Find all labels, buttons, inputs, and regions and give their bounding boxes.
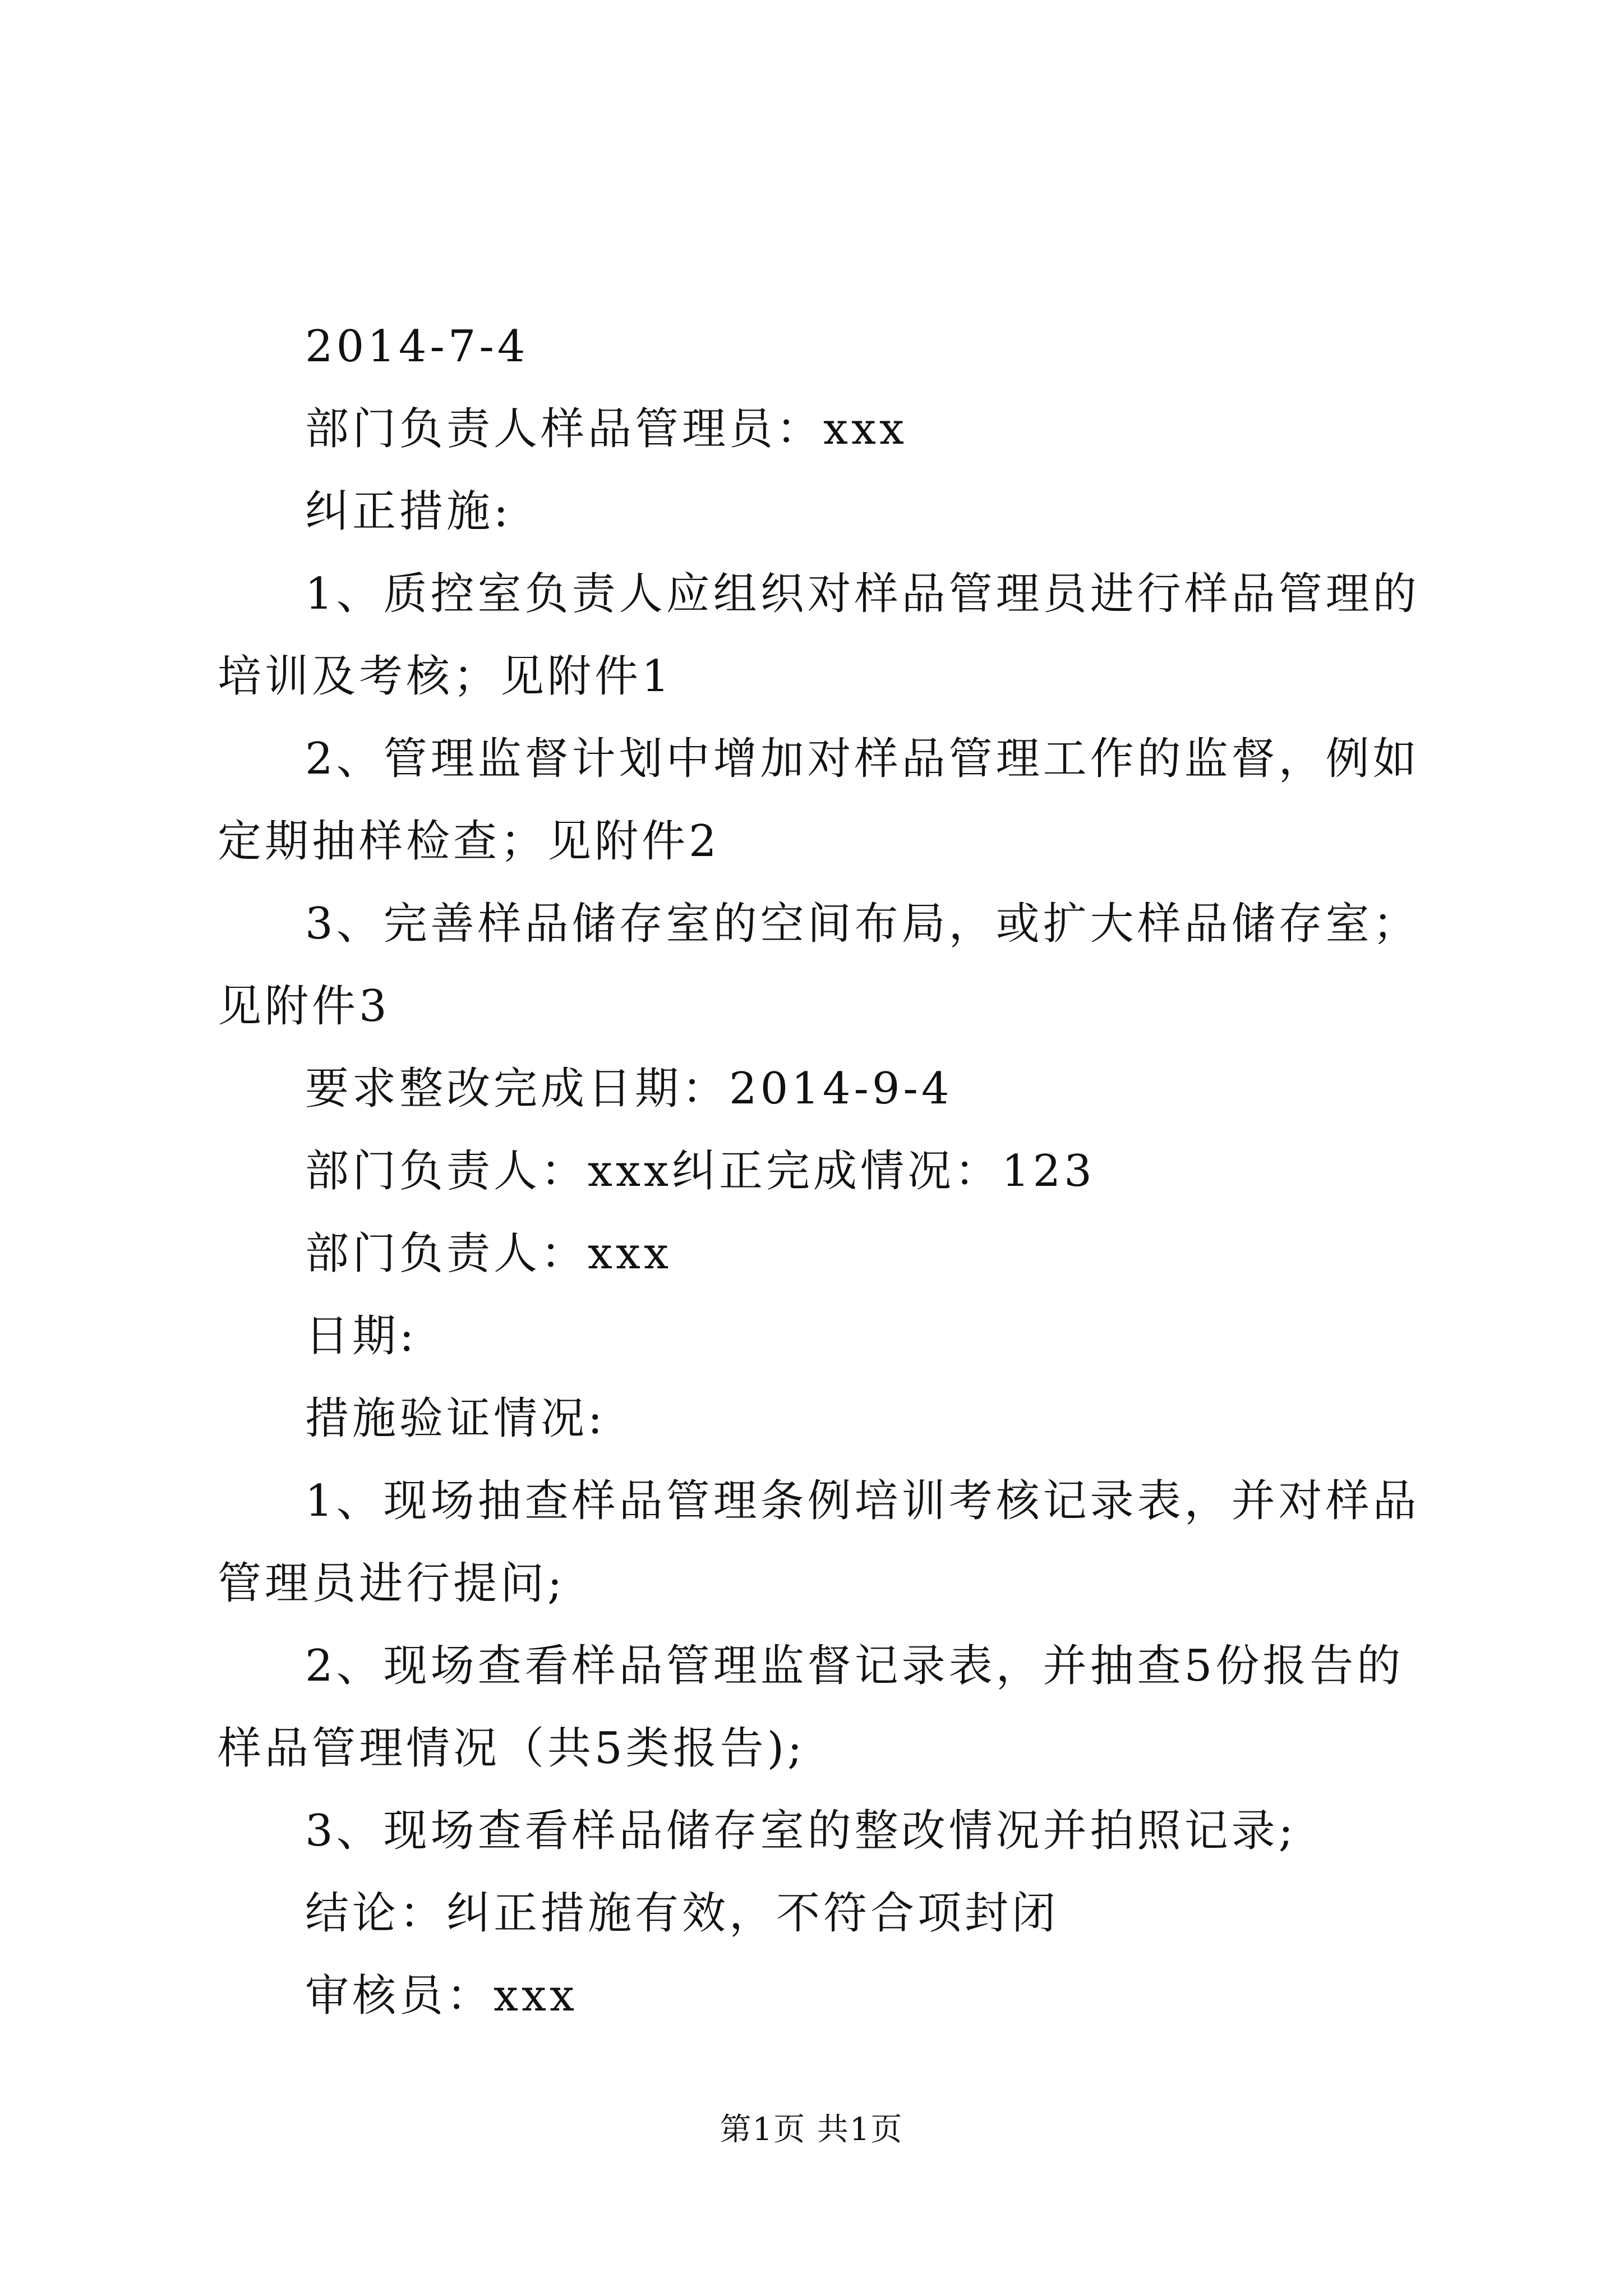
- measure-item-1: 1、质控室负责人应组织对样品管理员进行样品管理的培训及考核；见附件1: [218, 569, 1420, 702]
- verification-item-1: 1、现场抽查样品管理条例培训考核记录表，并对样品管理员进行提问;: [218, 1476, 1420, 1609]
- conclusion-line: 结论：纠正措施有效，不符合项封闭: [305, 1888, 1059, 1939]
- verification-item-2: 2、现场查看样品管理监督记录表，并抽查5份报告的样品管理情况（共5类报告);: [218, 1641, 1404, 1774]
- measure-item-2: 2、管理监督计划中增加对样品管理工作的监督，例如定期抽样检查；见附件2: [218, 734, 1420, 867]
- verification-item-3: 3、现场查看样品储存室的整改情况并拍照记录;: [305, 1806, 1297, 1856]
- measure-item-3: 3、完善样品储存室的空间布局，或扩大样品储存室；见附件3: [218, 899, 1420, 1032]
- auditor-line: 审核员：xxx: [305, 1971, 578, 2021]
- page-footer: 第1页 共1页: [720, 2111, 903, 2148]
- responsible-completion-line: 部门负责人：xxx纠正完成情况：123: [305, 1146, 1095, 1197]
- date-label: 日期:: [305, 1311, 418, 1361]
- responsible-line: 部门负责人：xxx: [305, 1228, 672, 1279]
- sample-manager-line: 部门负责人样品管理员：xxx: [305, 404, 907, 454]
- date-line: 2014-7-4: [305, 321, 529, 372]
- document-body: [218, 306, 1423, 2037]
- deadline-line: 要求整改完成日期：2014-9-4: [305, 1064, 953, 1114]
- corrective-measures-heading: 纠正措施:: [305, 486, 512, 537]
- verification-heading: 措施验证情况:: [305, 1393, 606, 1444]
